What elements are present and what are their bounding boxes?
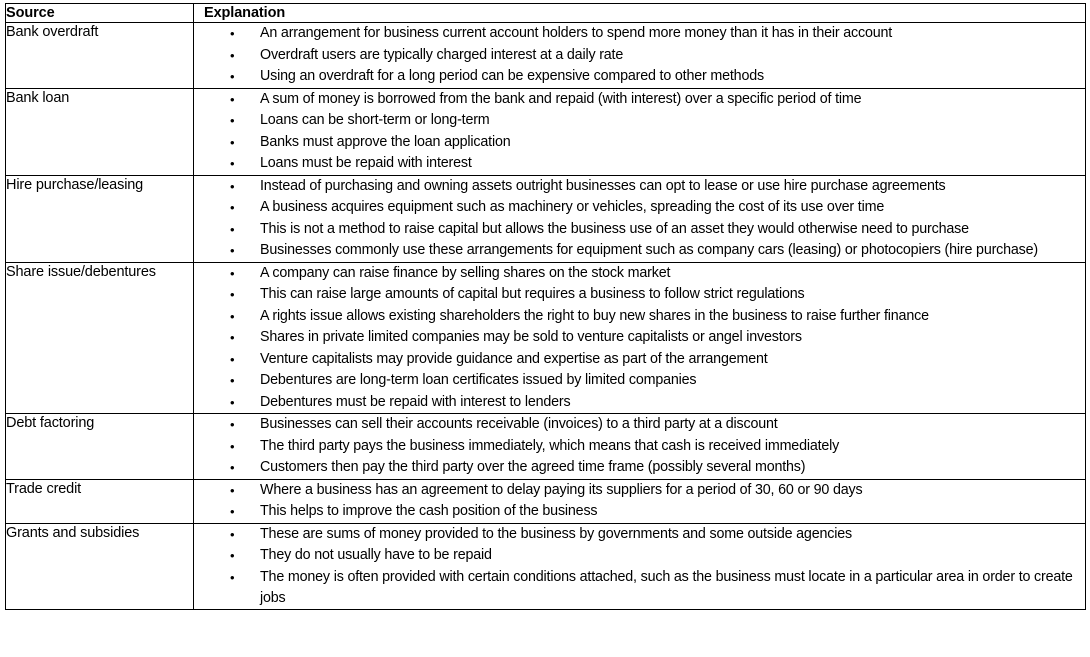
- cell-explanation: [194, 479, 1086, 523]
- bullet-text: The third party pays the business immediately, which means that cash is received immediately: [260, 437, 840, 454]
- explanation-bullet-list: [194, 89, 1085, 175]
- bullet-text: The money is often provided with certain conditions attached, such as the business must locate in a particular area in order to create jobs: [260, 568, 1073, 606]
- bullet-text: A business acquires equipment such as machinery or vehicles, spreading the cost of its use over time: [260, 199, 885, 215]
- bullet-point-icon: •: [230, 330, 235, 345]
- explanation-bullet-item: [194, 392, 1085, 413]
- bullet-text: This can raise large amounts of capital but requires a business to follow strict regulations: [260, 286, 805, 302]
- bullet-point-icon: •: [230, 548, 235, 563]
- bullet-text: Debentures must be repaid with interest to lenders: [260, 393, 571, 410]
- cell-explanation: [194, 88, 1086, 175]
- bullet-point-icon: •: [230, 417, 235, 432]
- table-row: [6, 88, 1086, 175]
- table-row: [6, 414, 1086, 480]
- bullet-text: A company can raise finance by selling shares on the stock market: [260, 264, 671, 281]
- bullet-text: This is not a method to raise capital but allows the business use of an asset they would otherwise need to purchase: [260, 220, 969, 237]
- cell-explanation: [194, 23, 1086, 89]
- bullet-text: Where a business has an agreement to delay paying its suppliers for a period of 30, 60 or 90 days: [260, 481, 863, 498]
- bullet-text: Venture capitalists may provide guidance and expertise as part of the arrangement: [260, 350, 768, 367]
- table-row: [6, 523, 1086, 610]
- explanation-bullet-item: [194, 370, 1085, 391]
- bullet-text: These are sums of money provided to the business by governments and some outside agencies: [260, 525, 852, 542]
- bullet-point-icon: •: [230, 265, 235, 281]
- bullet-point-icon: •: [230, 113, 235, 128]
- explanation-bullet-item: [194, 306, 1085, 327]
- table-row: [6, 175, 1086, 262]
- cell-source: Bank overdraft: [6, 23, 194, 89]
- explanation-bullet-item: [194, 89, 1085, 110]
- explanation-bullet-item: [194, 284, 1085, 305]
- cell-explanation: [194, 175, 1086, 262]
- bullet-point-icon: •: [230, 308, 235, 324]
- bullet-text: They do not usually have to be repaid: [260, 547, 492, 563]
- bullet-text: Banks must approve the loan application: [260, 133, 511, 150]
- explanation-bullet-item: [194, 153, 1085, 174]
- bullet-text: Customers then pay the third party over the agreed time frame (possibly several months): [260, 459, 806, 475]
- explanation-bullet-list: [194, 480, 1085, 523]
- table-row: [6, 23, 1086, 89]
- bullet-text: An arrangement for business current account holders to spend more money than it has in their account: [260, 25, 893, 41]
- explanation-bullet-item: [194, 545, 1085, 566]
- bullet-point-icon: •: [230, 134, 235, 150]
- bullet-point-icon: •: [230, 482, 235, 498]
- table-body: [6, 23, 1086, 610]
- cell-explanation: [194, 262, 1086, 414]
- bullet-point-icon: •: [230, 504, 235, 519]
- bullet-text: Overdraft users are typically charged interest at a daily rate: [260, 46, 624, 63]
- explanation-bullet-item: [194, 349, 1085, 370]
- bullet-point-icon: •: [230, 26, 235, 41]
- cell-source: Bank loan: [6, 88, 194, 175]
- bullet-point-icon: •: [230, 243, 235, 258]
- bullet-text: A rights issue allows existing shareholders the right to buy new shares in the business to raise further finance: [260, 307, 929, 324]
- explanation-bullet-item: [194, 23, 1085, 44]
- explanation-bullet-list: [194, 263, 1085, 413]
- explanation-bullet-item: [194, 110, 1085, 131]
- column-header-explanation: Explanation: [194, 4, 1086, 23]
- explanation-bullet-item: [194, 436, 1085, 457]
- explanation-bullet-item: [194, 567, 1085, 609]
- cell-explanation: [194, 523, 1086, 610]
- bullet-text: Instead of purchasing and owning assets outright businesses can opt to lease or use hire purchase agreements: [260, 177, 946, 194]
- explanation-bullet-list: [194, 23, 1085, 87]
- explanation-bullet-item: [194, 327, 1085, 348]
- explanation-bullet-list: [194, 176, 1085, 262]
- table-row: [6, 262, 1086, 414]
- bullet-point-icon: •: [230, 156, 235, 171]
- bullet-text: Shares in private limited companies may be sold to venture capitalists or angel investors: [260, 329, 802, 345]
- bullet-point-icon: •: [230, 91, 235, 107]
- explanation-bullet-item: [194, 501, 1085, 522]
- cell-explanation: [194, 414, 1086, 480]
- table-row: [6, 479, 1086, 523]
- table-header-row: [6, 4, 1086, 23]
- explanation-bullet-item: [194, 524, 1085, 545]
- bullet-point-icon: •: [230, 287, 235, 302]
- explanation-bullet-item: [194, 45, 1085, 66]
- explanation-bullet-item: [194, 132, 1085, 153]
- explanation-bullet-item: [194, 219, 1085, 240]
- cell-source: Share issue/debentures: [6, 262, 194, 414]
- bullet-point-icon: •: [230, 438, 235, 454]
- bullet-point-icon: •: [230, 569, 235, 585]
- explanation-bullet-item: [194, 197, 1085, 218]
- bullet-text: Debentures are long-term loan certificates issued by limited companies: [260, 372, 697, 388]
- bullet-text: This helps to improve the cash position of the business: [260, 503, 598, 519]
- bullet-text: Loans can be short-term or long-term: [260, 112, 490, 128]
- explanation-bullet-item: [194, 240, 1085, 261]
- bullet-point-icon: •: [230, 178, 235, 194]
- explanation-bullet-list: [194, 524, 1085, 609]
- explanation-bullet-item: [194, 457, 1085, 478]
- table-header: [6, 4, 1086, 23]
- bullet-text: Businesses can sell their accounts receivable (invoices) to a third party at a discount: [260, 416, 778, 432]
- bullet-point-icon: •: [230, 526, 235, 542]
- cell-source: Hire purchase/leasing: [6, 175, 194, 262]
- cell-source: Trade credit: [6, 479, 194, 523]
- explanation-bullet-item: [194, 176, 1085, 197]
- explanation-bullet-item: [194, 480, 1085, 501]
- bullet-text: Using an overdraft for a long period can be expensive compared to other methods: [260, 68, 764, 84]
- cell-source: Debt factoring: [6, 414, 194, 480]
- explanation-bullet-list: [194, 414, 1085, 478]
- cell-source: Grants and subsidies: [6, 523, 194, 610]
- bullet-point-icon: •: [230, 200, 235, 215]
- column-header-source: Source: [6, 4, 194, 23]
- bullet-text: A sum of money is borrowed from the bank and repaid (with interest) over a specific period of time: [260, 90, 862, 107]
- bullet-point-icon: •: [230, 460, 235, 475]
- explanation-bullet-item: [194, 66, 1085, 87]
- bullet-point-icon: •: [230, 351, 235, 367]
- bullet-point-icon: •: [230, 394, 235, 410]
- explanation-bullet-item: [194, 414, 1085, 435]
- sources-of-finance-table: [5, 3, 1086, 610]
- bullet-point-icon: •: [230, 47, 235, 63]
- bullet-point-icon: •: [230, 373, 235, 388]
- bullet-point-icon: •: [230, 69, 235, 84]
- bullet-text: Businesses commonly use these arrangements for equipment such as company cars (leasing) or photocopiers (hire purchase): [260, 242, 1039, 258]
- bullet-point-icon: •: [230, 221, 235, 237]
- explanation-bullet-item: [194, 263, 1085, 284]
- bullet-text: Loans must be repaid with interest: [260, 155, 472, 171]
